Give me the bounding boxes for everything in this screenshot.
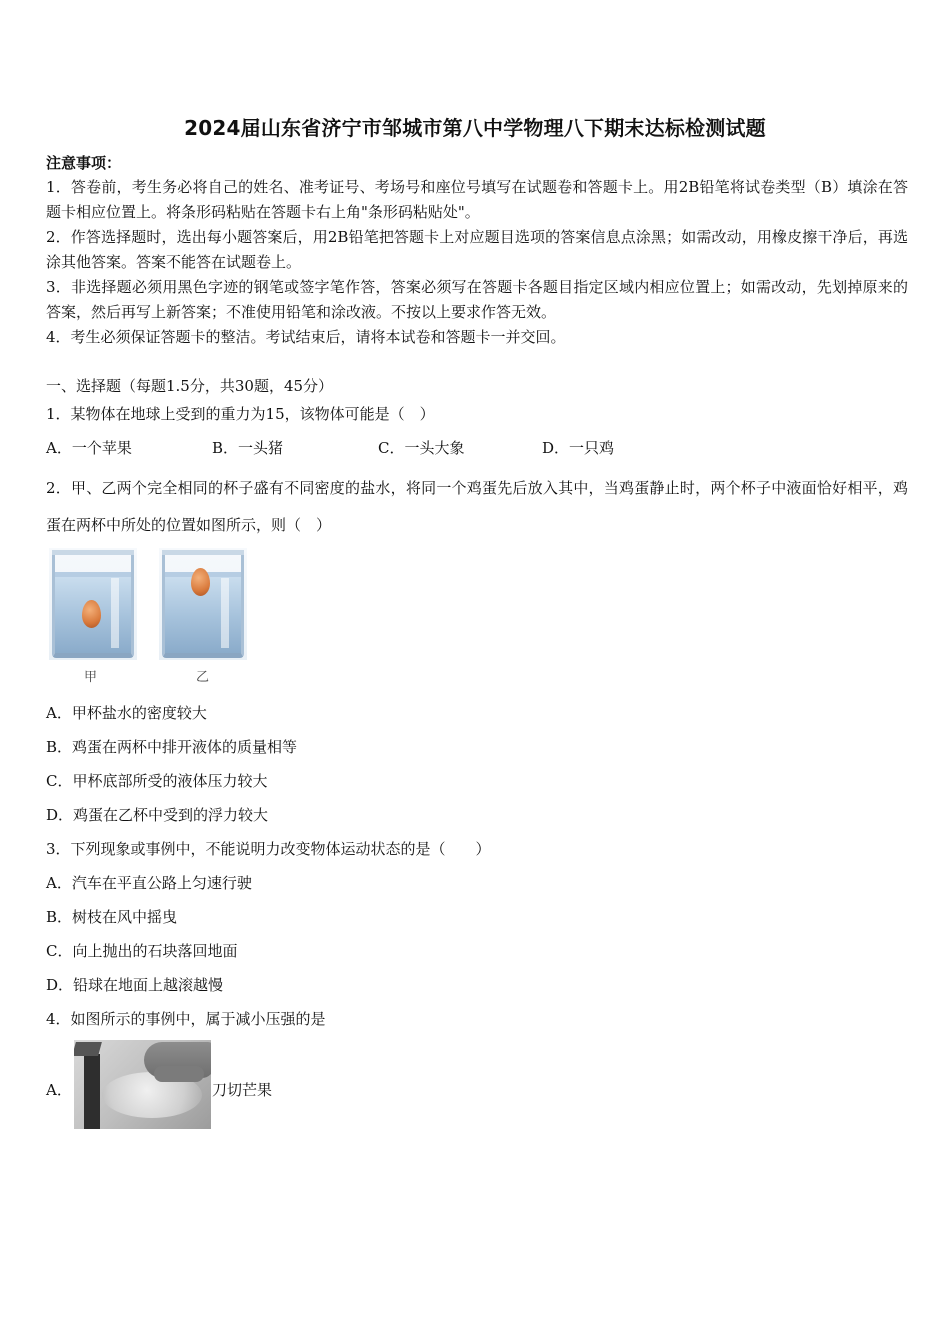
q4-stem: 4．如图所示的事例中，属于减小压强的是 — [46, 1010, 326, 1028]
notice-item-1: 1．答卷前，考生务必将自己的姓名、准考证号、考场号和座位号填写在试题卷和答题卡上。用2B铅笔将试卷类型（B）填涂在答题卡相应位置上。将条形码粘贴在答题卡右上角"条形码粘贴处"。 — [46, 178, 908, 221]
q2-option-c: C．甲杯底部所受的液体压力较大 — [46, 772, 268, 790]
q1-option-b: B．一头猪 — [212, 439, 284, 457]
q2-stem: 2．甲、乙两个完全相同的杯子盛有不同密度的盐水，将同一个鸡蛋先后放入其中，当鸡蛋静止时，两个杯子中液面恰好相平，鸡蛋在两杯中所处的位置如图所示，则（ ） — [46, 479, 908, 534]
q1-option-d: D．一只鸡 — [542, 439, 615, 457]
q3-option-c: C．向上抛出的石块落回地面 — [46, 942, 238, 960]
q4-option-a-letter: A． — [46, 1081, 72, 1099]
q3-option-b: B．树枝在风中摇曳 — [46, 908, 178, 926]
egg-sunk — [82, 600, 101, 628]
section-heading: 一、选择题（每题1.5分，共30题，45分） — [46, 377, 334, 395]
glass-label-yi: 乙 — [196, 670, 210, 685]
q2-option-d: D．鸡蛋在乙杯中受到的浮力较大 — [46, 806, 269, 824]
notice-heading: 注意事项： — [46, 154, 122, 172]
mango-cutting-photo — [74, 1040, 211, 1129]
notice-item-3: 3．非选择题必须用黑色字迹的钢笔或签字笔作答，答案必须写在答题卡各题目指定区域内相应位置上；如需改动，先划掉原来的答案，然后再写上新答案；不准使用铅笔和涂改液。不按以上要求作答无效。 — [46, 278, 908, 321]
page-title: 2024届山东省济宁市邹城市第八中学物理八下期末达标检测试题 — [184, 116, 766, 140]
glass-jia-figure — [49, 548, 137, 660]
q2-option-b: B．鸡蛋在两杯中排开液体的质量相等 — [46, 738, 298, 756]
notice-item-4: 4．考生必须保证答题卡的整洁。考试结束后，请将本试卷和答题卡一并交回。 — [46, 328, 566, 346]
q3-option-d: D．铅球在地面上越滚越慢 — [46, 976, 224, 994]
q2-option-a: A．甲杯盐水的密度较大 — [46, 704, 207, 722]
glass-yi-figure — [159, 548, 247, 660]
q1-option-a: A．一个苹果 — [46, 439, 132, 457]
q3-option-a: A．汽车在平直公路上匀速行驶 — [46, 874, 252, 892]
glass-label-jia: 甲 — [84, 670, 98, 685]
q1-option-c: C．一头大象 — [378, 439, 465, 457]
q4-option-a-caption: 刀切芒果 — [212, 1081, 273, 1099]
q1-stem: 1．某物体在地球上受到的重力为15，该物体可能是（ ） — [46, 405, 435, 423]
notice-item-2: 2．作答选择题时，选出每小题答案后，用2B铅笔把答题卡上对应题目选项的答案信息点涂黑；如需改动，用橡皮擦干净后，再选涂其他答案。答案不能答在试题卷上。 — [46, 228, 908, 271]
egg-floating — [191, 568, 210, 596]
q3-stem: 3．下列现象或事例中，不能说明力改变物体运动状态的是（ ） — [46, 840, 491, 858]
